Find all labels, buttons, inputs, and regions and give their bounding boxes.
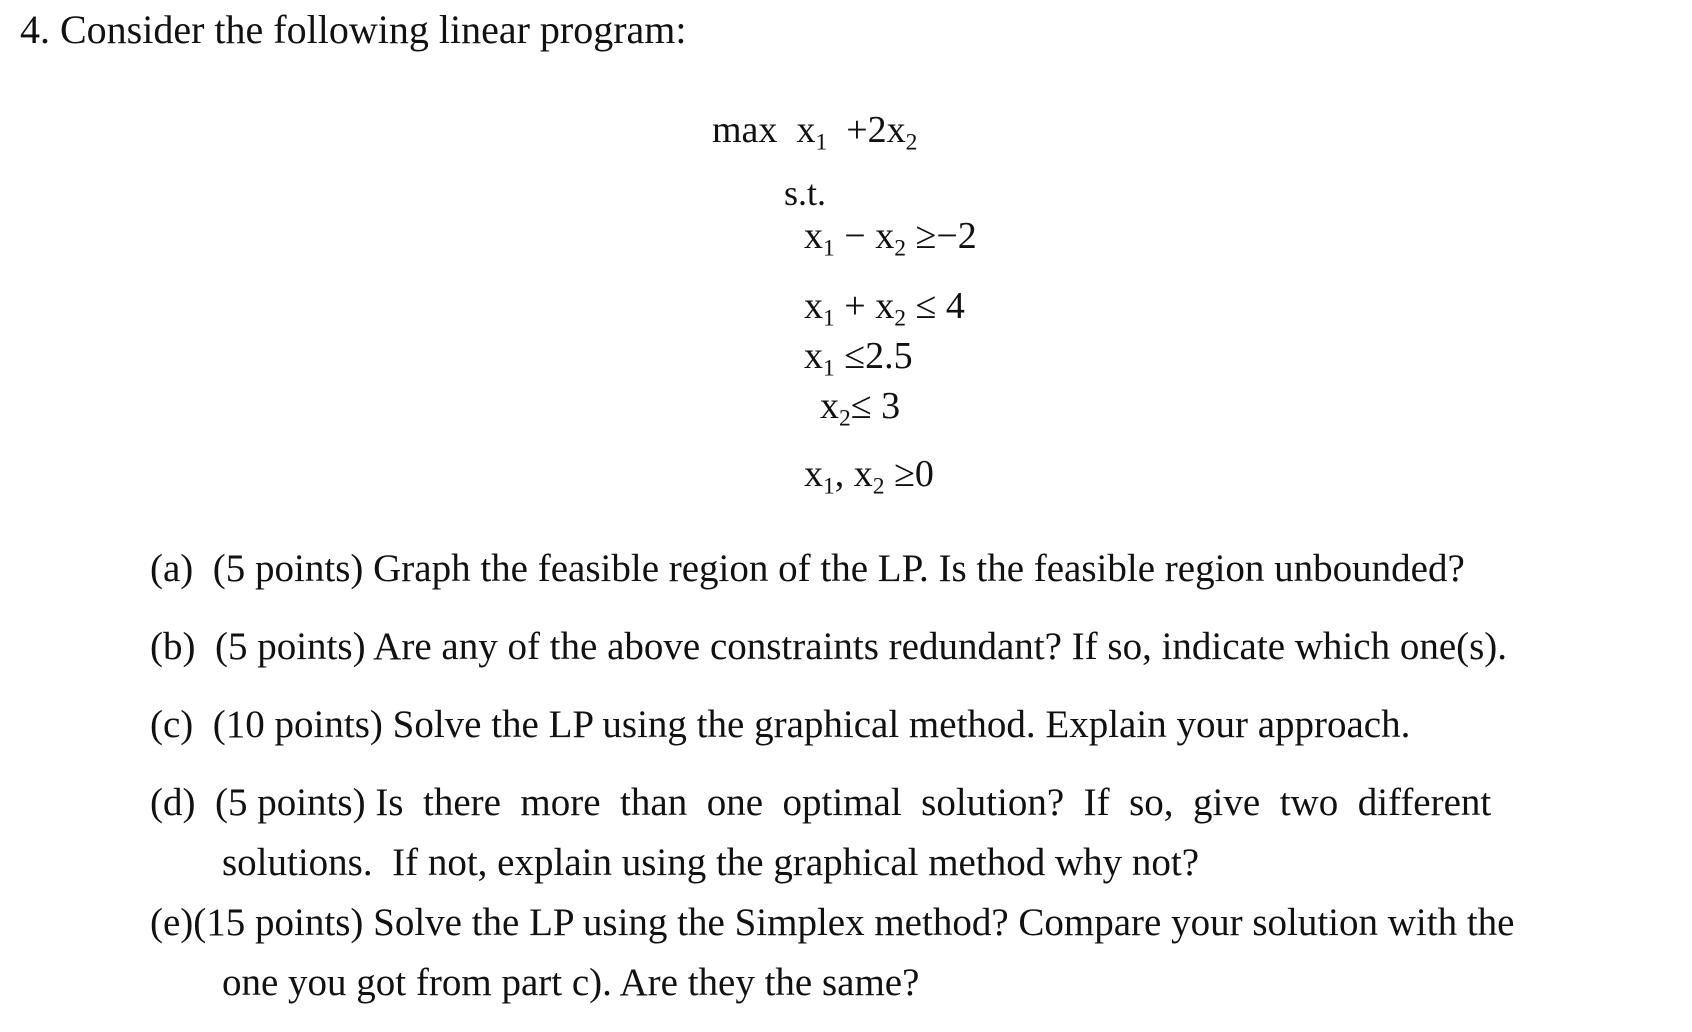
question-heading <box>20 6 687 53</box>
part-points: (10 points) <box>212 703 383 746</box>
constraint-4: $x_2\le 3$ <box>820 385 901 432</box>
subject-to-label: s.t. <box>784 173 827 213</box>
part-points: (5 points) <box>214 781 366 824</box>
part-text: Is there more than one optimal solution? If so, give two different <box>375 781 1492 824</box>
part-points: (15 points) <box>193 901 364 944</box>
objective-term-1: $x_1$ <box>796 109 828 156</box>
question-intro: Consider the following linear program: <box>60 7 687 52</box>
part-text: Graph the feasible region of the LP. Is the feasible region unbounded? <box>373 547 1465 590</box>
part-text: Solve the LP using the Simplex method? Compare your solution with the <box>373 901 1515 944</box>
part-label: (b) <box>150 625 196 668</box>
objective-term-2: $+2x_2$ <box>846 109 918 156</box>
objective-function <box>712 108 918 156</box>
part-points: (5 points) <box>214 625 366 668</box>
part-text: Solve the LP using the graphical method. Explain your approach. <box>392 703 1411 746</box>
constraint-3: $x_1 \le 2.5$ <box>804 335 913 382</box>
part-d-continuation: solutions. If not, explain using the graphical method why not? <box>222 841 1199 884</box>
part-e-continuation: one you got from part c). Are they the same? <box>222 961 920 1004</box>
part-text: Are any of the above constraints redundant? If so, indicate which one(s). <box>373 625 1508 668</box>
constraint-nonnegativity: $x_1$, $x_2 \ge 0$ <box>804 453 934 500</box>
part-label: (c) <box>150 703 194 746</box>
part-label: (d) <box>150 781 196 824</box>
constraint-1: $x_1 - x_2 \ge-2$ <box>804 215 977 262</box>
objective-keyword: max <box>712 109 778 151</box>
question-number: 4. <box>20 7 50 52</box>
part-label: (a) <box>150 547 194 590</box>
part-points: (5 points) <box>212 547 364 590</box>
constraint-2: $x_1 + x_2 \le 4$ <box>804 285 965 332</box>
part-a <box>150 546 1465 591</box>
part-b <box>150 624 1507 669</box>
part-label: (e) <box>150 901 194 944</box>
part-d <box>150 780 1491 825</box>
part-c <box>150 702 1410 747</box>
part-e <box>150 900 1514 945</box>
